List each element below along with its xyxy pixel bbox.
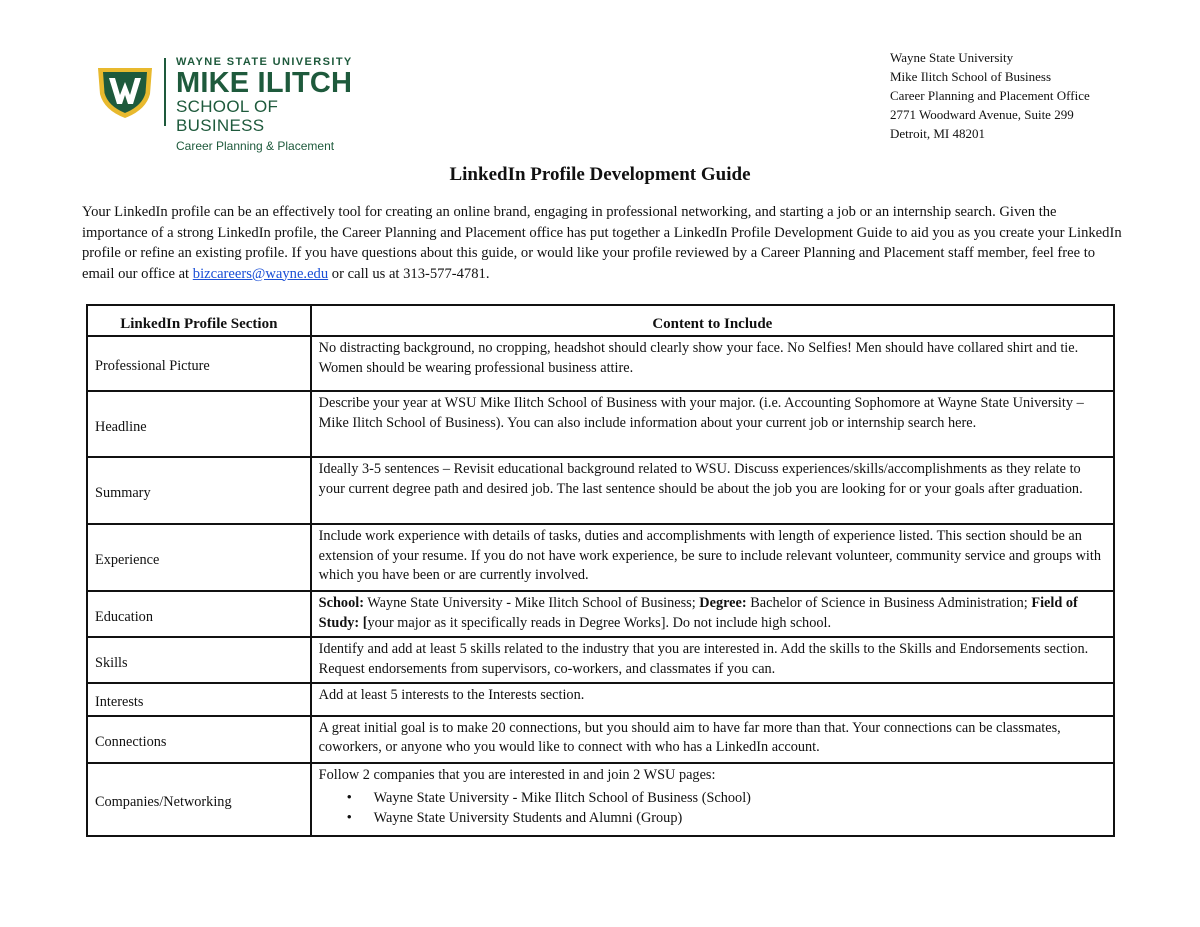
row-content: Ideally 3-5 sentences – Revisit educational background related to WSU. Discuss experiences/skills/accomplishments as they relate to your current degree path and desired job. The last sentence should be about the job you are looking for or your goals after graduation. [311,457,1114,524]
logo-divider [164,58,166,126]
field-label: Field of Study: [ [318,595,1078,631]
intro-paragraph [82,202,1122,284]
logo-university: WAYNE STATE UNIVERSITY [176,56,353,68]
header-section: LinkedIn Profile Section [87,305,311,336]
networking-list [319,789,1106,828]
row-content: No distracting background, no cropping, headshot should clearly show your face. No Selfies! Men should have collared shirt and tie. Women should be wearing professional business attire. [311,336,1114,391]
school-label: School: [318,595,364,611]
email-link[interactable]: bizcareers@wayne.edu [192,265,329,282]
row-content: Include work experience with details of tasks, duties and accomplishments with length of experience listed. This section should be an extension of your resume. If you do not have work experience, be sure to include relevant volunteer, community service and groups with which you have been or are currently involved. [311,524,1114,591]
intro-text-end: or call us at 313-577-4781. [328,265,490,282]
table-row [87,524,1114,591]
address-line: Wayne State University [890,50,1014,65]
row-section: Experience [87,524,311,591]
table-row [87,336,1114,391]
logo-school: SCHOOL OF BUSINESS [176,97,279,135]
row-section: Connections [87,716,311,763]
row-content: Add at least 5 interests to the Interests section. [311,683,1114,716]
profile-guide-table [86,304,1115,837]
logo-name: MIKE ILITCH [176,67,353,99]
networking-intro: Follow 2 companies that you are interested in and join 2 WSU pages: [318,766,716,783]
table-row [87,591,1114,637]
address-line: Mike Ilitch School of Business [890,69,1052,84]
row-content [311,591,1114,637]
row-section: Education [87,591,311,637]
address-line: Career Planning and Placement Office [890,88,1090,103]
table-row [87,763,1114,836]
table-row [87,683,1114,716]
page-title: LinkedIn Profile Development Guide [449,164,751,185]
logo-department: Career Planning & Placement [176,139,335,153]
row-content: Describe your year at WSU Mike Ilitch School of Business with your major. (i.e. Accounting Sophomore at Wayne State University – Mike Ilitch School of Business). You can also include information about your current job or internship search here. [311,391,1114,457]
row-content: A great initial goal is to make 20 connections, but you should aim to have far more than that. Your connections can be classmates, coworkers, or anyone who you would like to connect with who has a LinkedIn account. [311,716,1114,763]
degree-value: Bachelor of Science in Business Administration; [746,595,1032,611]
row-content [311,763,1114,836]
row-content: Identify and add at least 5 skills related to the industry that you are interested in. Add the skills to the Skills and Endorsements section. Request endorsements from supervisors, co-workers, and classmates if you can. [311,637,1114,683]
row-section: Headline [87,391,311,457]
field-value: your major as it specifically reads in Degree Works]. Do not include high school. [367,614,832,631]
wsu-shield-icon [96,64,154,120]
table-row [87,457,1114,524]
address-line: Detroit, MI 48201 [890,126,985,141]
row-section: Interests [87,683,311,716]
address-line: 2771 Woodward Avenue, Suite 299 [890,107,1074,122]
school-logo [96,56,366,153]
header-content: Content to Include [311,305,1114,336]
row-section: Skills [87,637,311,683]
list-item: • Wayne State University - Mike Ilitch School of Business (School) [374,789,1106,809]
degree-label: Degree: [699,595,747,611]
table-row [87,637,1114,683]
row-section: Summary [87,457,311,524]
row-section: Companies/Networking [87,763,311,836]
table-row [87,716,1114,763]
table-header-row [87,305,1114,336]
office-address [890,48,1090,143]
school-value: Wayne State University - Mike Ilitch School of Business; [363,595,700,611]
table-row [87,391,1114,457]
row-section: Professional Picture [87,336,311,391]
list-item: • Wayne State University Students and Alumni (Group) [374,809,1106,829]
intro-text: Your LinkedIn profile can be an effectively tool for creating an online brand, engaging in professional networking, and starting a job or an internship search. Given the importance of a strong LinkedIn profile, the Career Planning and Placement office has put together a LinkedIn Profile Development Guide to aid you as you create your LinkedIn profile or refine an existing profile. If you have questions about this guide, or would like your profile reviewed by a Career Planning and Placement staff member, feel free to email our office at [82,204,1122,282]
